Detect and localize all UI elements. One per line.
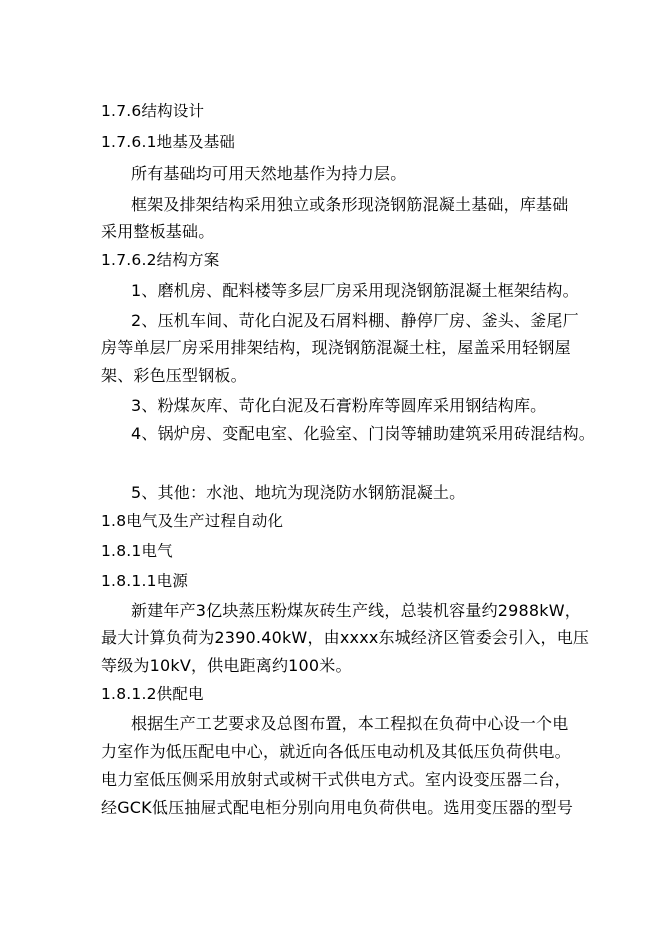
section-heading-1-7-6-1: 1.7.6.1地基及基础 [101, 133, 236, 151]
section-heading-1-8: 1.8电气及生产过程自动化 [101, 512, 284, 530]
paragraph-line: 经GCK低压抽屉式配电柜分别向用电负荷供电。选用变压器的型号 [101, 798, 574, 817]
paragraph-line: 新建年产3亿块蒸压粉煤灰砖生产线，总装机容量约2988kW， [131, 601, 581, 620]
list-item-4: 4、锅炉房、变配电室、化验室、门岗等辅助建筑采用砖混结构。 [131, 424, 595, 443]
paragraph-line: 所有基础均可用天然地基作为持力层。 [131, 164, 407, 183]
list-item-1: 1、磨机房、配料楼等多层厂房采用现浇钢筋混凝土框架结构。 [131, 281, 579, 300]
paragraph-line: 采用整板基础。 [101, 222, 215, 241]
paragraph-line: 电力室低压侧采用放射式或树干式供电方式。室内设变压器二台， [101, 770, 571, 789]
section-heading-1-8-1-2: 1.8.1.2供配电 [101, 685, 204, 703]
paragraph-line: 最大计算负荷为2390.40kW，由xxxx东城经济区管委会引入，电压 [101, 628, 590, 647]
list-item-3: 3、粉煤灰库、苛化白泥及石膏粉库等圆库采用钢结构库。 [131, 396, 547, 415]
list-item-5: 5、其他：水池、地坑为现浇防水钢筋混凝土。 [131, 483, 466, 502]
section-heading-1-7-6: 1.7.6结构设计 [101, 102, 205, 120]
paragraph-line: 根据生产工艺要求及总图布置，本工程拟在负荷中心设一个电 [131, 714, 569, 733]
paragraph-line: 架、彩色压型钢板。 [101, 366, 247, 385]
paragraph-line: 框架及排架结构采用独立或条形现浇钢筋混凝土基础，库基础 [131, 195, 569, 214]
section-heading-1-8-1-1: 1.8.1.1电源 [101, 572, 189, 590]
section-heading-1-8-1: 1.8.1电气 [101, 542, 173, 560]
list-item-2: 2、压机车间、苛化白泥及石屑料棚、静停厂房、釜头、釜尾厂 [131, 311, 579, 330]
paragraph-line: 力室作为低压配电中心，就近向各低压电动机及其低压负荷供电。 [101, 742, 571, 761]
section-heading-1-7-6-2: 1.7.6.2结构方案 [101, 251, 220, 269]
paragraph-line: 房等单层厂房采用排架结构，现浇钢筋混凝土柱，屋盖采用轻钢屋 [101, 338, 571, 357]
paragraph-line: 等级为10kV，供电距离约100米。 [101, 656, 352, 675]
